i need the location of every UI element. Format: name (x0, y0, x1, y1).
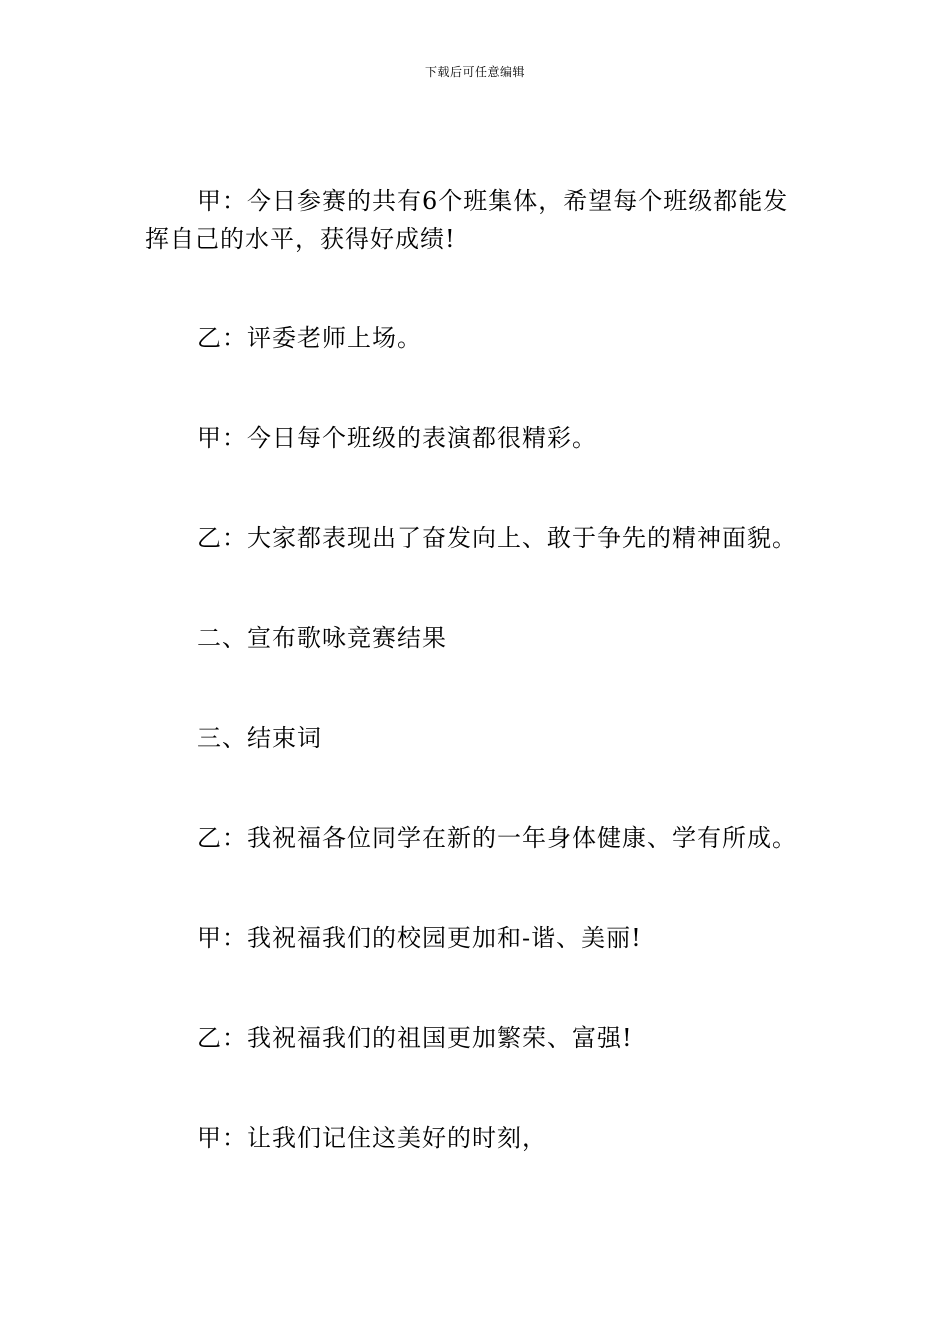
document-body (145, 182, 810, 1219)
paragraph: 甲：让我们记住这美好的时刻， (197, 1124, 547, 1152)
paragraph: 甲：今日参赛的共有6个班集体，希望每个班级都能发挥自己的水平，获得好成绩! (145, 187, 789, 253)
paragraph: 乙：我祝福各位同学在新的一年身体健康、学有所成。 (197, 824, 797, 852)
paragraph: 乙：评委老师上场。 (197, 324, 422, 352)
paragraph: 甲：我祝福我们的校园更加和-谐、美丽! (197, 924, 642, 952)
paragraph: 甲：今日每个班级的表演都很精彩。 (197, 424, 597, 452)
paragraph: 乙：我祝福我们的祖国更加繁荣、富强! (197, 1024, 633, 1052)
section-heading: 二、宣布歌咏竞赛结果 (197, 624, 447, 652)
section-heading: 三、结束词 (197, 724, 322, 752)
paragraph: 乙：大家都表现出了奋发向上、敢于争先的精神面貌。 (197, 524, 797, 552)
page-header-note: 下载后可任意编辑 (424, 65, 525, 79)
